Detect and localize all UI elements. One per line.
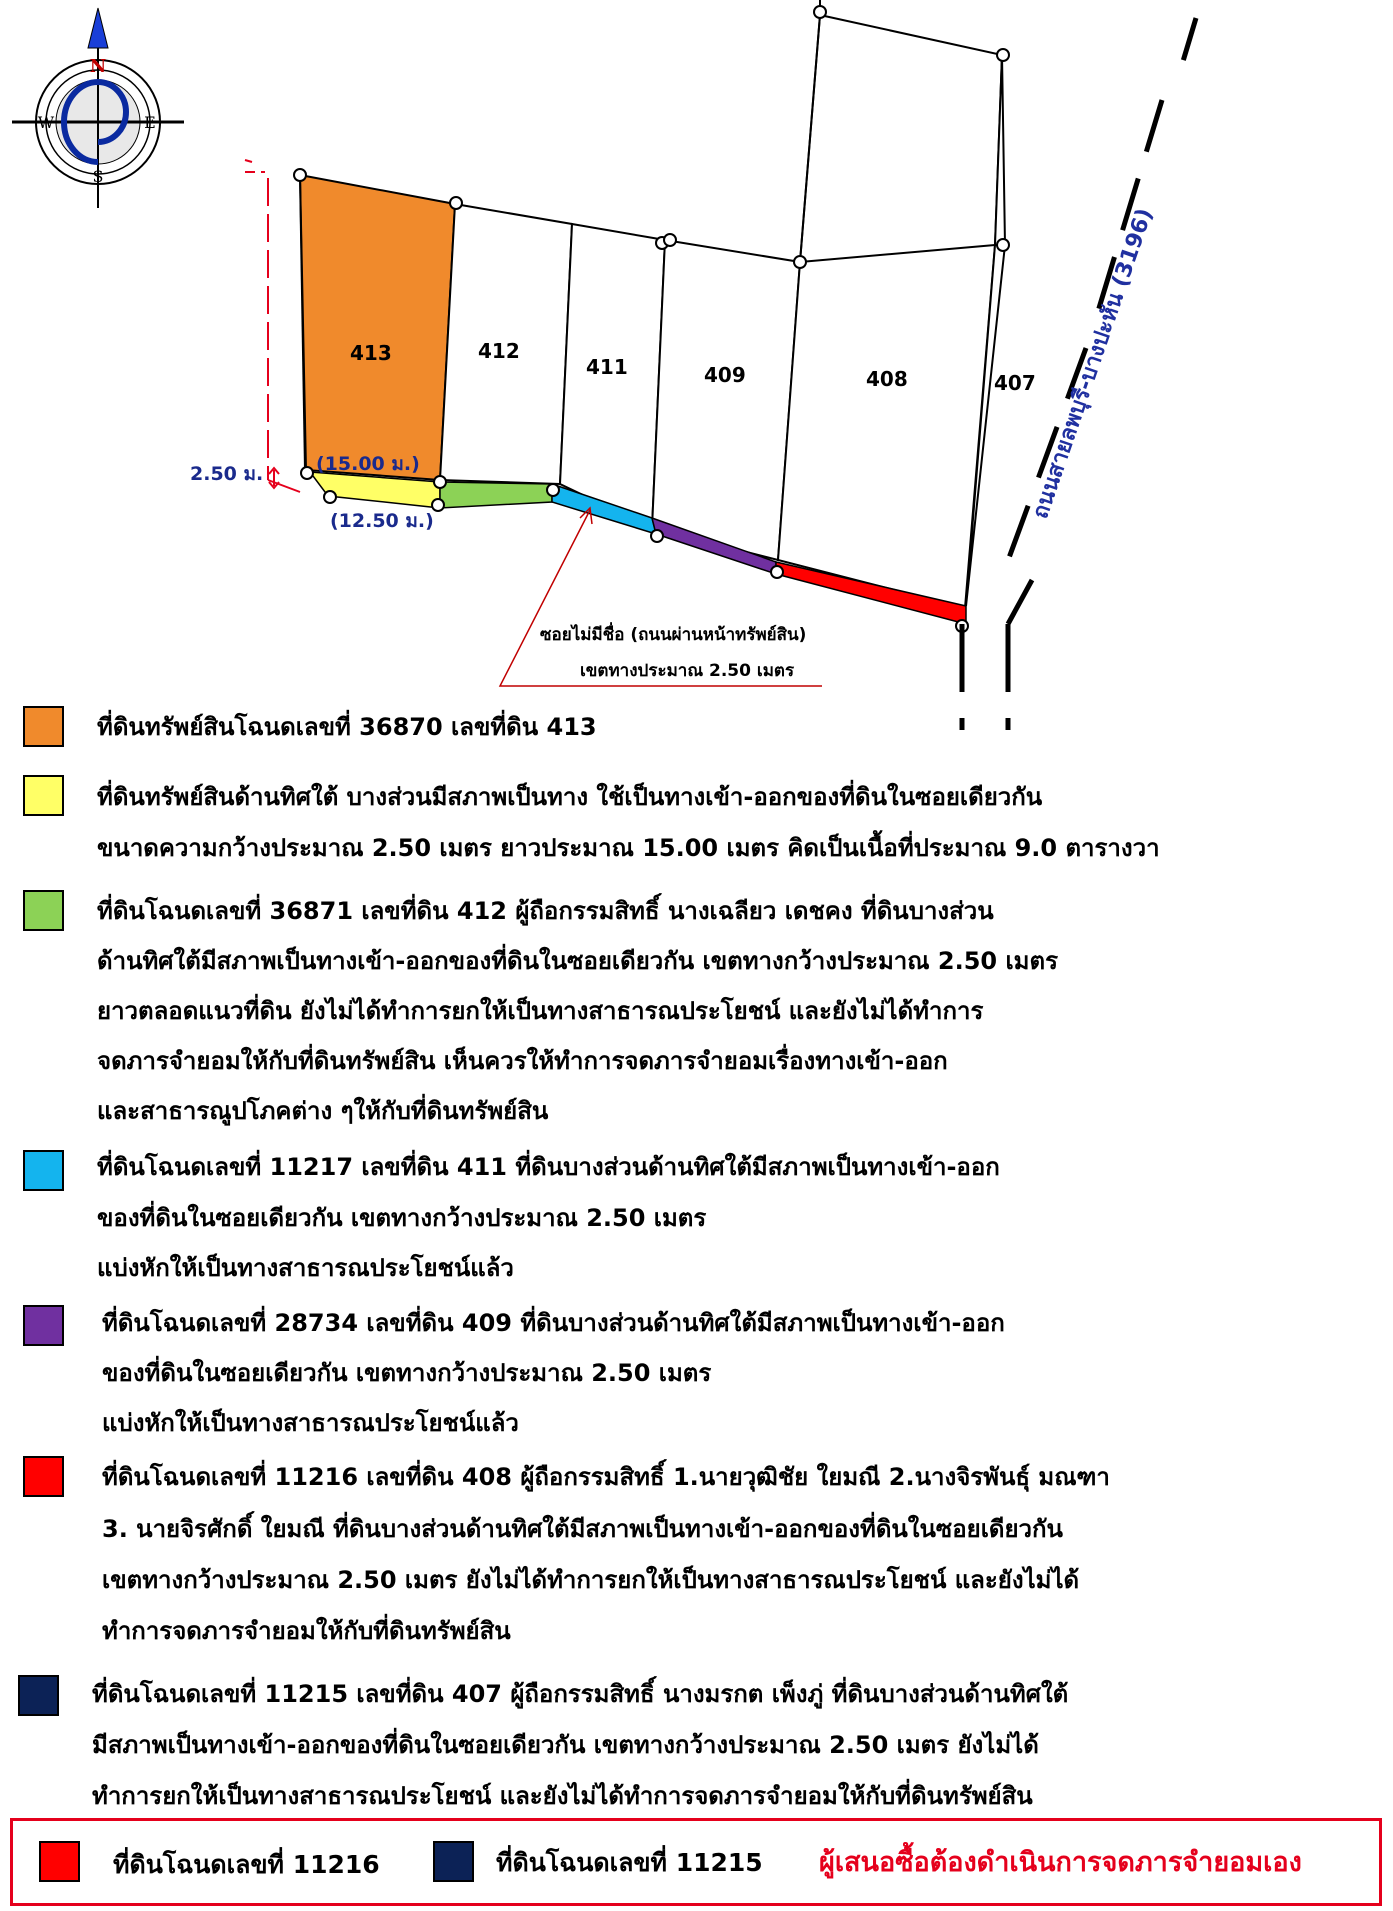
legend-text-blue-1: ที่ดินโฉนดเลขที่ 11217 เลขที่ดิน 411 ที่ดินบางส่วนด้านทิศใต้มีสภาพเป็นทางเข้า-ออก: [97, 1153, 1000, 1181]
dim-width-arrow-icon: [269, 468, 279, 488]
footer-notice: [10, 1818, 1382, 1906]
dim-front-lower-label: (12.50 ม.): [330, 510, 434, 532]
compass-rose-icon: [12, 8, 184, 208]
legend-text-green-4: จดภารจำยอมให้กับที่ดินทรัพย์สิน เห็นควรให้ทำการจดภารจำยอมเรื่องทางเข้า-ออก: [97, 1047, 948, 1075]
legend-text-red-3: เขตทางกว้างประมาณ 2.50 เมตร ยังไม่ได้ทำการยกให้เป็นทางสาธารณประโยชน์ และยังไม่ได้: [102, 1566, 1080, 1594]
parcel-label-409: 409: [704, 363, 746, 387]
legend-swatch-purple: [23, 1305, 64, 1346]
legend-swatch-blue: [23, 1150, 64, 1191]
main-road-label: ถนนสายลพบุรี-บางปะหัน (3196): [1028, 205, 1158, 522]
legend-text-green-2: ด้านทิศใต้มีสภาพเป็นทางเข้า-ออกของที่ดินในซอยเดียวกัน เขตทางกว้างประมาณ 2.50 เมตร: [97, 947, 1058, 975]
legend-swatch-yellow: [23, 775, 64, 816]
footer-swatch-navy: [433, 1841, 474, 1882]
strip-green[interactable]: [440, 482, 552, 508]
legend-text-purple-3: แบ่งหักให้เป็นทางสาธารณประโยชน์แล้ว: [102, 1409, 519, 1437]
legend-text-orange-1: ที่ดินทรัพย์สินโฉนดเลขที่ 36870 เลขที่ดิน 413: [97, 713, 597, 741]
legend-text-navy-1: ที่ดินโฉนดเลขที่ 11215 เลขที่ดิน 407 ผู้ถือกรรมสิทธิ์ นางมรกต เพ็งภู่ ที่ดินบางส่วนด้านทิศใต้: [92, 1680, 1069, 1708]
parcel-409-area[interactable]: [652, 240, 800, 560]
parcel-map: [0, 0, 1393, 730]
footer-item-11216: ที่ดินโฉนดเลขที่ 11216: [113, 1850, 380, 1879]
compass-north: N: [89, 56, 107, 77]
legend-swatch-navy: [18, 1675, 59, 1716]
soi-label-line1: ซอยไม่มีชื่อ (ถนนผ่านหน้าทรัพย์สิน): [540, 625, 807, 645]
legend-text-red-4: ทำการจดภารจำยอมให้กับที่ดินทรัพย์สิน: [102, 1617, 511, 1645]
legend-text-purple-2: ของที่ดินในซอยเดียวกัน เขตทางกว้างประมาณ 2.50 เมตร: [102, 1359, 712, 1387]
footer-warning: ผู้เสนอซื้อต้องดำเนินการจดภารจำยอมเอง: [819, 1847, 1302, 1878]
footer-swatch-red: [39, 1841, 80, 1882]
legend-text-navy-2: มีสภาพเป็นทางเข้า-ออกของที่ดินในซอยเดียวกัน เขตทางกว้างประมาณ 2.50 เมตร ยังไม่ได้: [92, 1731, 1039, 1759]
legend-text-red-2: 3. นายจิรศักดิ์ ใยมณี ที่ดินบางส่วนด้านทิศใต้มีสภาพเป็นทางเข้า-ออกของที่ดินในซอยเดียวกัน: [102, 1515, 1063, 1543]
soi-label-line2: เขตทางประมาณ 2.50 เมตร: [580, 661, 795, 681]
legend-text-green-1: ที่ดินโฉนดเลขที่ 36871 เลขที่ดิน 412 ผู้ถือกรรมสิทธิ์ นางเฉลียว เดชคง ที่ดินบางส่วน: [97, 897, 994, 925]
parcel-label-408: 408: [866, 367, 908, 391]
compass-south: S: [92, 167, 104, 186]
legend-text-purple-1: ที่ดินโฉนดเลขที่ 28734 เลขที่ดิน 409 ที่ดินบางส่วนด้านทิศใต้มีสภาพเป็นทางเข้า-ออก: [102, 1309, 1005, 1337]
parcel-408-area[interactable]: [778, 15, 1002, 608]
legend-swatch-red: [23, 1456, 64, 1497]
legend-text-navy-3: ทำการยกให้เป็นทางสาธารณประโยชน์ และยังไม่ได้ทำการจดภารจำยอมให้กับที่ดินทรัพย์สิน: [92, 1782, 1033, 1810]
parcel-label-413: 413: [350, 341, 392, 365]
dim-front-upper-label: (15.00 ม.): [316, 453, 420, 475]
legend-text-yellow-2: ขนาดความกว้างประมาณ 2.50 เมตร ยาวประมาณ 15.00 เมตร คิดเป็นเนื้อที่ประมาณ 9.0 ตารางวา: [97, 834, 1160, 862]
dim-width-label: 2.50 ม.: [190, 463, 264, 485]
legend-text-blue-2: ของที่ดินในซอยเดียวกัน เขตทางกว้างประมาณ 2.50 เมตร: [97, 1204, 707, 1232]
compass-west: W: [37, 113, 55, 132]
legend-swatch-green: [23, 890, 64, 931]
legend-text-red-1: ที่ดินโฉนดเลขที่ 11216 เลขที่ดิน 408 ผู้ถือกรรมสิทธิ์ 1.นายวุฒิชัย ใยมณี 2.นางจิรพันธุ์ มณฑา: [102, 1463, 1110, 1491]
compass-east: E: [144, 113, 156, 132]
parcel-label-412: 412: [478, 339, 520, 363]
legend-swatch-orange: [23, 706, 64, 747]
parcel-label-411: 411: [586, 355, 628, 379]
footer-item-11215: ที่ดินโฉนดเลขที่ 11215: [496, 1848, 763, 1877]
legend-text-yellow-1: ที่ดินทรัพย์สินด้านทิศใต้ บางส่วนมีสภาพเป็นทาง ใช้เป็นทางเข้า-ออกของที่ดินในซอยเดียวกัน: [97, 783, 1043, 811]
parcel-413-area[interactable]: [300, 175, 455, 480]
legend-text-blue-3: แบ่งหักให้เป็นทางสาธารณประโยชน์แล้ว: [97, 1254, 514, 1282]
legend-text-green-3: ยาวตลอดแนวที่ดิน ยังไม่ได้ทำการยกให้เป็นทางสาธารณประโยชน์ และยังไม่ได้ทำการ: [97, 997, 984, 1025]
legend-text-green-5: และสาธารณูปโภคต่าง ๆให้กับที่ดินทรัพย์สิน: [97, 1097, 549, 1125]
west-boundary-marker: [245, 160, 300, 492]
parcel-label-407: 407: [994, 371, 1036, 395]
